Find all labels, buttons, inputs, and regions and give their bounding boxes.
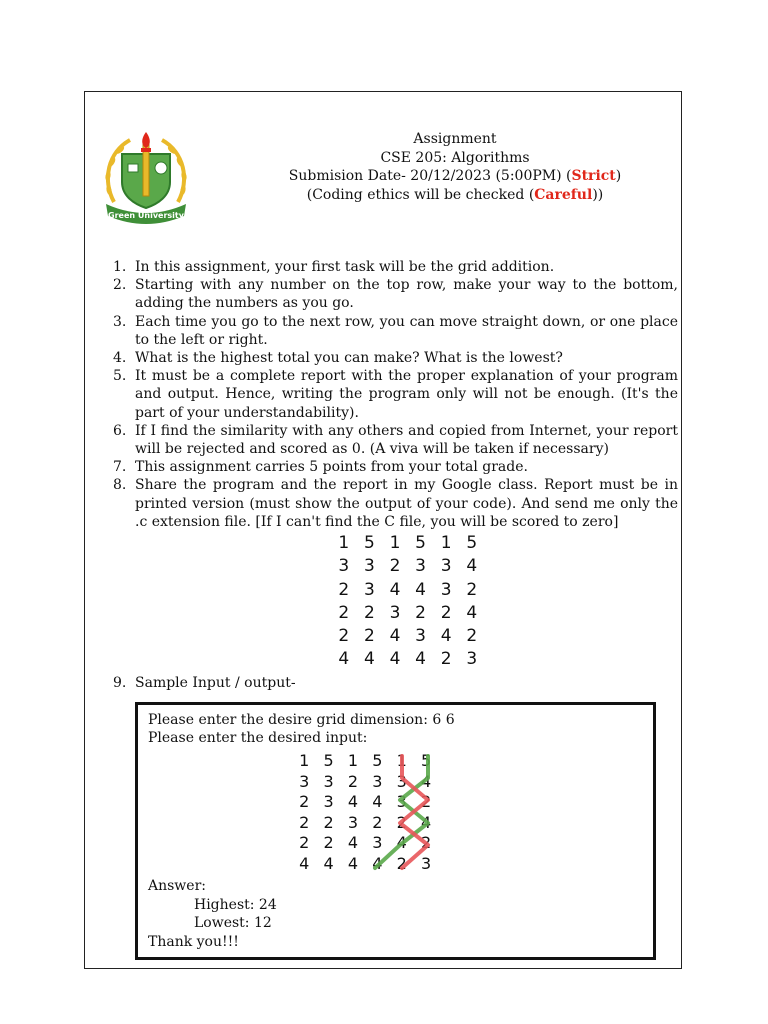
grid-cell: 2 <box>323 812 334 832</box>
list-item: 3. Each time you go to the next row, you can move straight down, or one place to the left or right. <box>113 313 678 348</box>
grid-cell: 4 <box>363 649 375 670</box>
dimension-prompt: Please enter the desire grid dimension: 6 6 <box>148 712 455 728</box>
grid-cell: 4 <box>389 626 401 647</box>
grid-row <box>292 832 438 853</box>
grid-cell: 1 <box>440 533 452 553</box>
grid-cell: 4 <box>372 792 383 812</box>
grid-row <box>331 532 485 555</box>
list-item: 6. If I find the similarity with any others and copied from Internet, your report will be rejected and scored as 0. (A viva will be taken if necessary) <box>113 422 678 458</box>
list-item: 4. What is the highest total you can make? What is the lowest? <box>113 350 563 367</box>
careful-label: Careful <box>534 186 593 203</box>
grid-cell: 2 <box>299 833 310 853</box>
grid-row <box>331 555 485 578</box>
grid-cell: 1 <box>396 751 407 770</box>
grid-cell: 3 <box>338 556 350 577</box>
grid-cell: 4 <box>389 649 401 670</box>
grid-cell: 4 <box>440 626 452 647</box>
grid-cell: 4 <box>299 853 310 873</box>
grid-cell: 3 <box>372 771 383 791</box>
input-prompt: Please enter the desired input: <box>148 730 368 746</box>
list-item: 2. Starting with any number on the top row, make your way to the bottom, adding the numbers as you go. <box>113 277 678 312</box>
grid-cell: 1 <box>389 533 401 553</box>
grid-cell: 5 <box>466 533 478 553</box>
grid-cell: 5 <box>415 533 426 553</box>
grid-cell: 4 <box>347 853 359 873</box>
grid-cell: 4 <box>347 792 359 812</box>
assignment-header <box>250 130 660 204</box>
grid-row <box>292 750 438 771</box>
grid-cell: 4 <box>421 771 432 791</box>
grid-cell: 5 <box>363 533 375 553</box>
grid-cell: 2 <box>466 626 478 647</box>
grid-cell: 4 <box>415 649 426 670</box>
grid-cell: 4 <box>396 833 407 853</box>
grid-row <box>331 625 485 648</box>
grid-cell: 3 <box>415 556 426 577</box>
grid-cell: 2 <box>421 792 432 812</box>
grid-cell: 4 <box>466 556 478 577</box>
grid-cell: 5 <box>323 751 334 770</box>
grid-cell: 2 <box>338 602 350 623</box>
grid-cell: 2 <box>338 626 350 647</box>
grid-cell: 4 <box>389 579 401 600</box>
grid-cell: 3 <box>396 771 407 791</box>
grid-cell: 3 <box>363 579 375 600</box>
grid-cell: 3 <box>396 792 407 812</box>
university-logo <box>100 130 192 226</box>
grid-cell: 2 <box>440 602 452 623</box>
grid-cell: 5 <box>421 751 432 770</box>
grid-row <box>292 853 438 874</box>
number-grid <box>331 532 485 672</box>
grid-cell: 2 <box>389 556 401 577</box>
grid-cell: 2 <box>323 833 334 853</box>
grid-cell: 1 <box>299 751 310 770</box>
grid-cell: 3 <box>389 602 401 623</box>
grid-cell: 3 <box>363 556 375 577</box>
grid-cell: 3 <box>347 812 359 832</box>
grid-cell: 3 <box>440 579 452 600</box>
grid-cell: 1 <box>347 751 359 770</box>
svg-text:Green University: Green University <box>108 211 184 220</box>
thank-you-text: Thank you!!! <box>148 934 239 950</box>
grid-row <box>292 812 438 833</box>
grid-cell: 3 <box>415 626 426 647</box>
grid-cell: 2 <box>363 602 375 623</box>
grid-cell: 4 <box>372 853 383 873</box>
grid-cell: 1 <box>338 533 350 553</box>
grid-row <box>331 648 485 671</box>
grid-cell: 4 <box>415 579 426 600</box>
grid-row <box>331 602 485 625</box>
grid-cell: 4 <box>347 833 359 853</box>
grid-row <box>331 579 485 602</box>
assignment-title: Assignment <box>413 131 497 147</box>
grid-row <box>292 771 438 792</box>
grid-cell: 2 <box>415 602 426 623</box>
grid-cell: 2 <box>299 792 310 812</box>
ethics-note: (Coding ethics will be checked (Careful)) <box>306 186 604 203</box>
grid-cell: 2 <box>396 853 407 873</box>
grid-cell: 2 <box>338 579 350 600</box>
grid-cell: 4 <box>466 602 478 623</box>
sample-grid <box>292 750 438 874</box>
list-item: 7. This assignment carries 5 points from your total grade. <box>113 459 528 476</box>
grid-cell: 2 <box>396 812 407 832</box>
highest-value: Highest: 24 <box>194 897 277 913</box>
grid-cell: 3 <box>372 833 383 853</box>
grid-cell: 3 <box>466 649 478 670</box>
strict-label: Strict <box>571 168 616 184</box>
grid-cell: 2 <box>421 833 432 853</box>
course-name: CSE 205: Algorithms <box>380 149 530 166</box>
grid-cell: 2 <box>466 579 478 600</box>
list-item: 9. Sample Input / output- <box>113 675 296 691</box>
grid-cell: 3 <box>323 771 334 791</box>
grid-cell: 2 <box>440 649 452 670</box>
grid-cell: 3 <box>299 771 310 791</box>
list-item: 5. It must be a complete report with the proper explanation of your program and output. Hence, writing the program only will not be enough. (It's the part of your understandability). <box>113 368 678 421</box>
grid-cell: 5 <box>372 751 383 770</box>
lowest-value: Lowest: 12 <box>194 915 272 931</box>
grid-row <box>292 791 438 812</box>
grid-cell: 2 <box>372 812 383 832</box>
grid-cell: 4 <box>338 649 350 670</box>
grid-cell: 3 <box>323 792 334 812</box>
answer-label: Answer: <box>148 878 206 894</box>
instruction-list <box>104 258 678 531</box>
grid-cell: 3 <box>440 556 452 577</box>
submission-date: Submision Date- 20/12/2023 (5:00PM) (Strict) <box>288 168 622 184</box>
grid-cell: 2 <box>363 626 375 647</box>
grid-cell: 4 <box>323 853 334 873</box>
list-item: 1. In this assignment, your first task will be the grid addition. <box>113 259 555 275</box>
list-item: 8. Share the program and the report in my Google class. Report must be in printed version (must show the output of your code). And send me only the .c extension file. [If I can't find the C file, you will be scored to zero] <box>113 477 678 530</box>
grid-cell: 3 <box>421 853 432 873</box>
grid-cell: 2 <box>299 812 310 832</box>
grid-cell: 2 <box>347 771 359 791</box>
grid-cell: 4 <box>421 812 432 832</box>
